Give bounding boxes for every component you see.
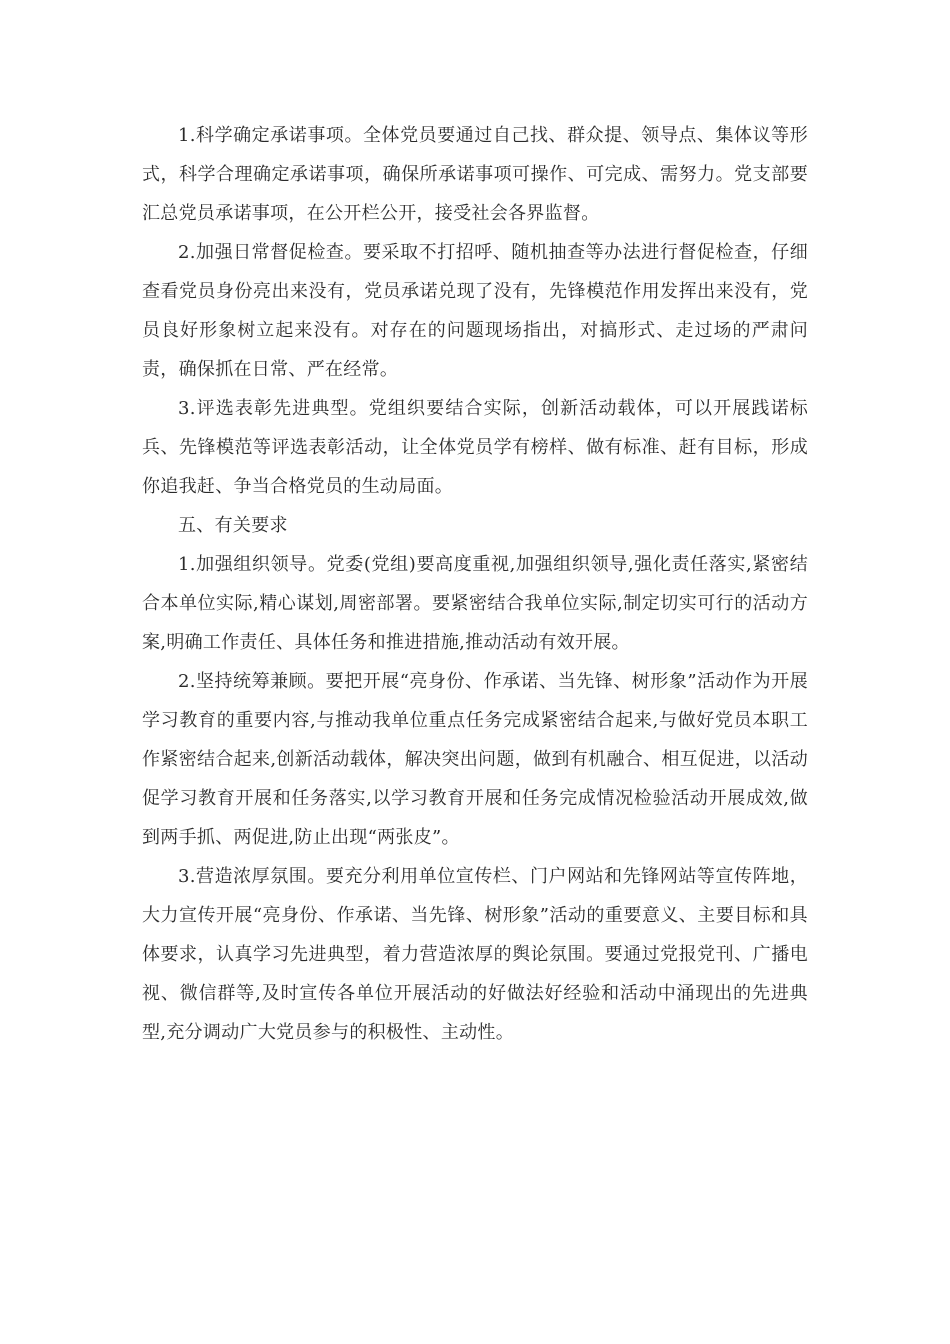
paragraph-coordination: 2.坚持统筹兼顾。要把开展“亮身份、作承诺、当先锋、树形象”活动作为开展学习教育的重要内容,与推动我单位重点任务完成紧密结合起来,与做好党员本职工作紧密结合起来,创新活动载体，解决突出问题，做到有机融合、相互促进，以活动促学习教育开展和任务落实,以学习教育开展和任务完成情况检验活动开展成效,做到两手抓、两促进,防止出现“两张皮”。 <box>142 671 808 848</box>
section-heading: 五、有关要求 <box>178 515 288 536</box>
paragraph-daily-inspection: 2.加强日常督促检查。要采取不打招呼、随机抽查等办法进行督促检查，仔细查看党员身份亮出来没有，党员承诺兑现了没有，先锋模范作用发挥出来没有，党员良好形象树立起来没有。对存在的问题现场指出，对搞形式、走过场的严肃问责，确保抓在日常、严在经常。 <box>142 242 808 380</box>
paragraph-commendation: 3.评选表彰先进典型。党组织要结合实际，创新活动载体，可以开展践诺标兵、先锋模范等评选表彰活动，让全体党员学有榜样、做有标准、赶有目标，形成你追我赶、争当合格党员的生动局面。 <box>142 398 808 497</box>
paragraph-atmosphere: 3.营造浓厚氛围。要充分利用单位宣传栏、门户网站和先锋网站等宣传阵地，大力宣传开展“亮身份、作承诺、当先锋、树形象”活动的重要意义、主要目标和具体要求，认真学习先进典型，着力营造浓厚的舆论氛围。要通过党报党刊、广播电视、微信群等,及时宣传各单位开展活动的好做法好经验和活动中涌现出的先进典型,充分调动广大党员参与的积极性、主动性。 <box>142 866 808 1043</box>
paragraph-leadership: 1.加强组织领导。党委(党组)要高度重视,加强组织领导,强化责任落实,紧密结合本单位实际,精心谋划,周密部署。要紧密结合我单位实际,制定切实可行的活动方案,明确工作责任、具体任务和推进措施,推动活动有效开展。 <box>142 554 808 653</box>
document-body <box>142 116 808 1052</box>
paragraph-commitment-items: 1.科学确定承诺事项。全体党员要通过自己找、群众提、领导点、集体议等形式，科学合理确定承诺事项，确保所承诺事项可操作、可完成、需努力。党支部要汇总党员承诺事项，在公开栏公开，接受社会各界监督。 <box>142 125 808 224</box>
